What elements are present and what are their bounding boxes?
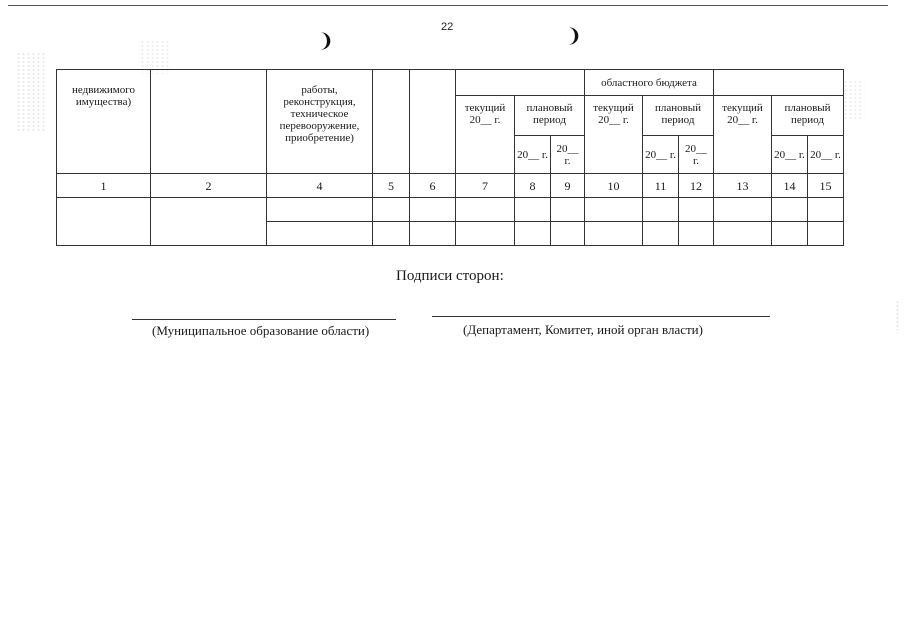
signature-line-right: [432, 316, 770, 317]
header-cell-2: [151, 70, 267, 174]
empty-cell: [585, 222, 643, 246]
empty-cell: [714, 198, 772, 222]
empty-cell: [515, 222, 551, 246]
punch-hole-mark: ❩: [566, 25, 582, 47]
budget-table: [56, 69, 844, 246]
header-cell-works: работы, реконструкция, техническое перевооружение, приобретение): [267, 70, 373, 174]
scan-noise: [895, 300, 901, 330]
group-header-regional-budget: областного бюджета: [585, 70, 714, 96]
empty-cell: [643, 198, 679, 222]
empty-cell: [267, 222, 373, 246]
empty-cell: [57, 198, 151, 246]
signatures-title: Подписи сторон:: [396, 268, 504, 284]
column-number: 11: [643, 174, 679, 198]
top-border-line: [8, 5, 888, 6]
year-cell: 20__ г.: [772, 136, 808, 174]
empty-cell: [551, 222, 585, 246]
header-cell-5: [373, 70, 410, 174]
signature-caption-municipality: (Муниципальное образование области): [152, 323, 370, 338]
punch-hole-mark: ❩: [318, 30, 334, 52]
empty-cell: [714, 222, 772, 246]
header-cell-property: недвижимого имущества): [57, 70, 151, 174]
empty-cell: [515, 198, 551, 222]
signature-caption-department: (Департамент, Комитет, иной орган власти): [463, 322, 703, 337]
column-number: 12: [679, 174, 714, 198]
empty-cell: [643, 222, 679, 246]
year-cell: 20__ г.: [643, 136, 679, 174]
empty-cell: [373, 222, 410, 246]
column-number: 5: [373, 174, 410, 198]
empty-cell: [808, 222, 844, 246]
empty-cell: [679, 222, 714, 246]
group-header-right: [714, 70, 844, 96]
empty-cell: [772, 198, 808, 222]
empty-cell: [772, 222, 808, 246]
column-number: 8: [515, 174, 551, 198]
planned-period-cell: плановый период: [515, 96, 585, 136]
empty-cell: [456, 198, 515, 222]
year-cell: 20__ г.: [515, 136, 551, 174]
empty-cell: [808, 198, 844, 222]
year-cell: 20__ г.: [679, 136, 714, 174]
column-number: 13: [714, 174, 772, 198]
current-year-cell: текущий 20__ г.: [585, 96, 643, 174]
empty-cell: [373, 198, 410, 222]
planned-period-cell: плановый период: [772, 96, 844, 136]
group-header-left: [456, 70, 585, 96]
empty-cell: [679, 198, 714, 222]
empty-cell: [585, 198, 643, 222]
column-number: 15: [808, 174, 844, 198]
empty-cell: [410, 222, 456, 246]
empty-cell: [456, 222, 515, 246]
column-number: 10: [585, 174, 643, 198]
empty-cell: [551, 198, 585, 222]
empty-cell: [410, 198, 456, 222]
column-number: 6: [410, 174, 456, 198]
column-number: 9: [551, 174, 585, 198]
signature-line-left: [132, 319, 396, 320]
year-cell: 20__ г.: [808, 136, 844, 174]
current-year-cell: текущий 20__ г.: [714, 96, 772, 174]
scan-noise: [16, 52, 46, 132]
planned-period-cell: плановый период: [643, 96, 714, 136]
column-number: 2: [151, 174, 267, 198]
column-number: 7: [456, 174, 515, 198]
scan-noise: [843, 80, 865, 120]
empty-cell: [267, 198, 373, 222]
column-number: 4: [267, 174, 373, 198]
year-cell: 20__ г.: [551, 136, 585, 174]
header-cell-6: [410, 70, 456, 174]
column-number: 1: [57, 174, 151, 198]
current-year-cell: текущий 20__ г.: [456, 96, 515, 174]
column-number: 14: [772, 174, 808, 198]
empty-cell: [151, 198, 267, 246]
page-number: 22: [441, 21, 454, 33]
